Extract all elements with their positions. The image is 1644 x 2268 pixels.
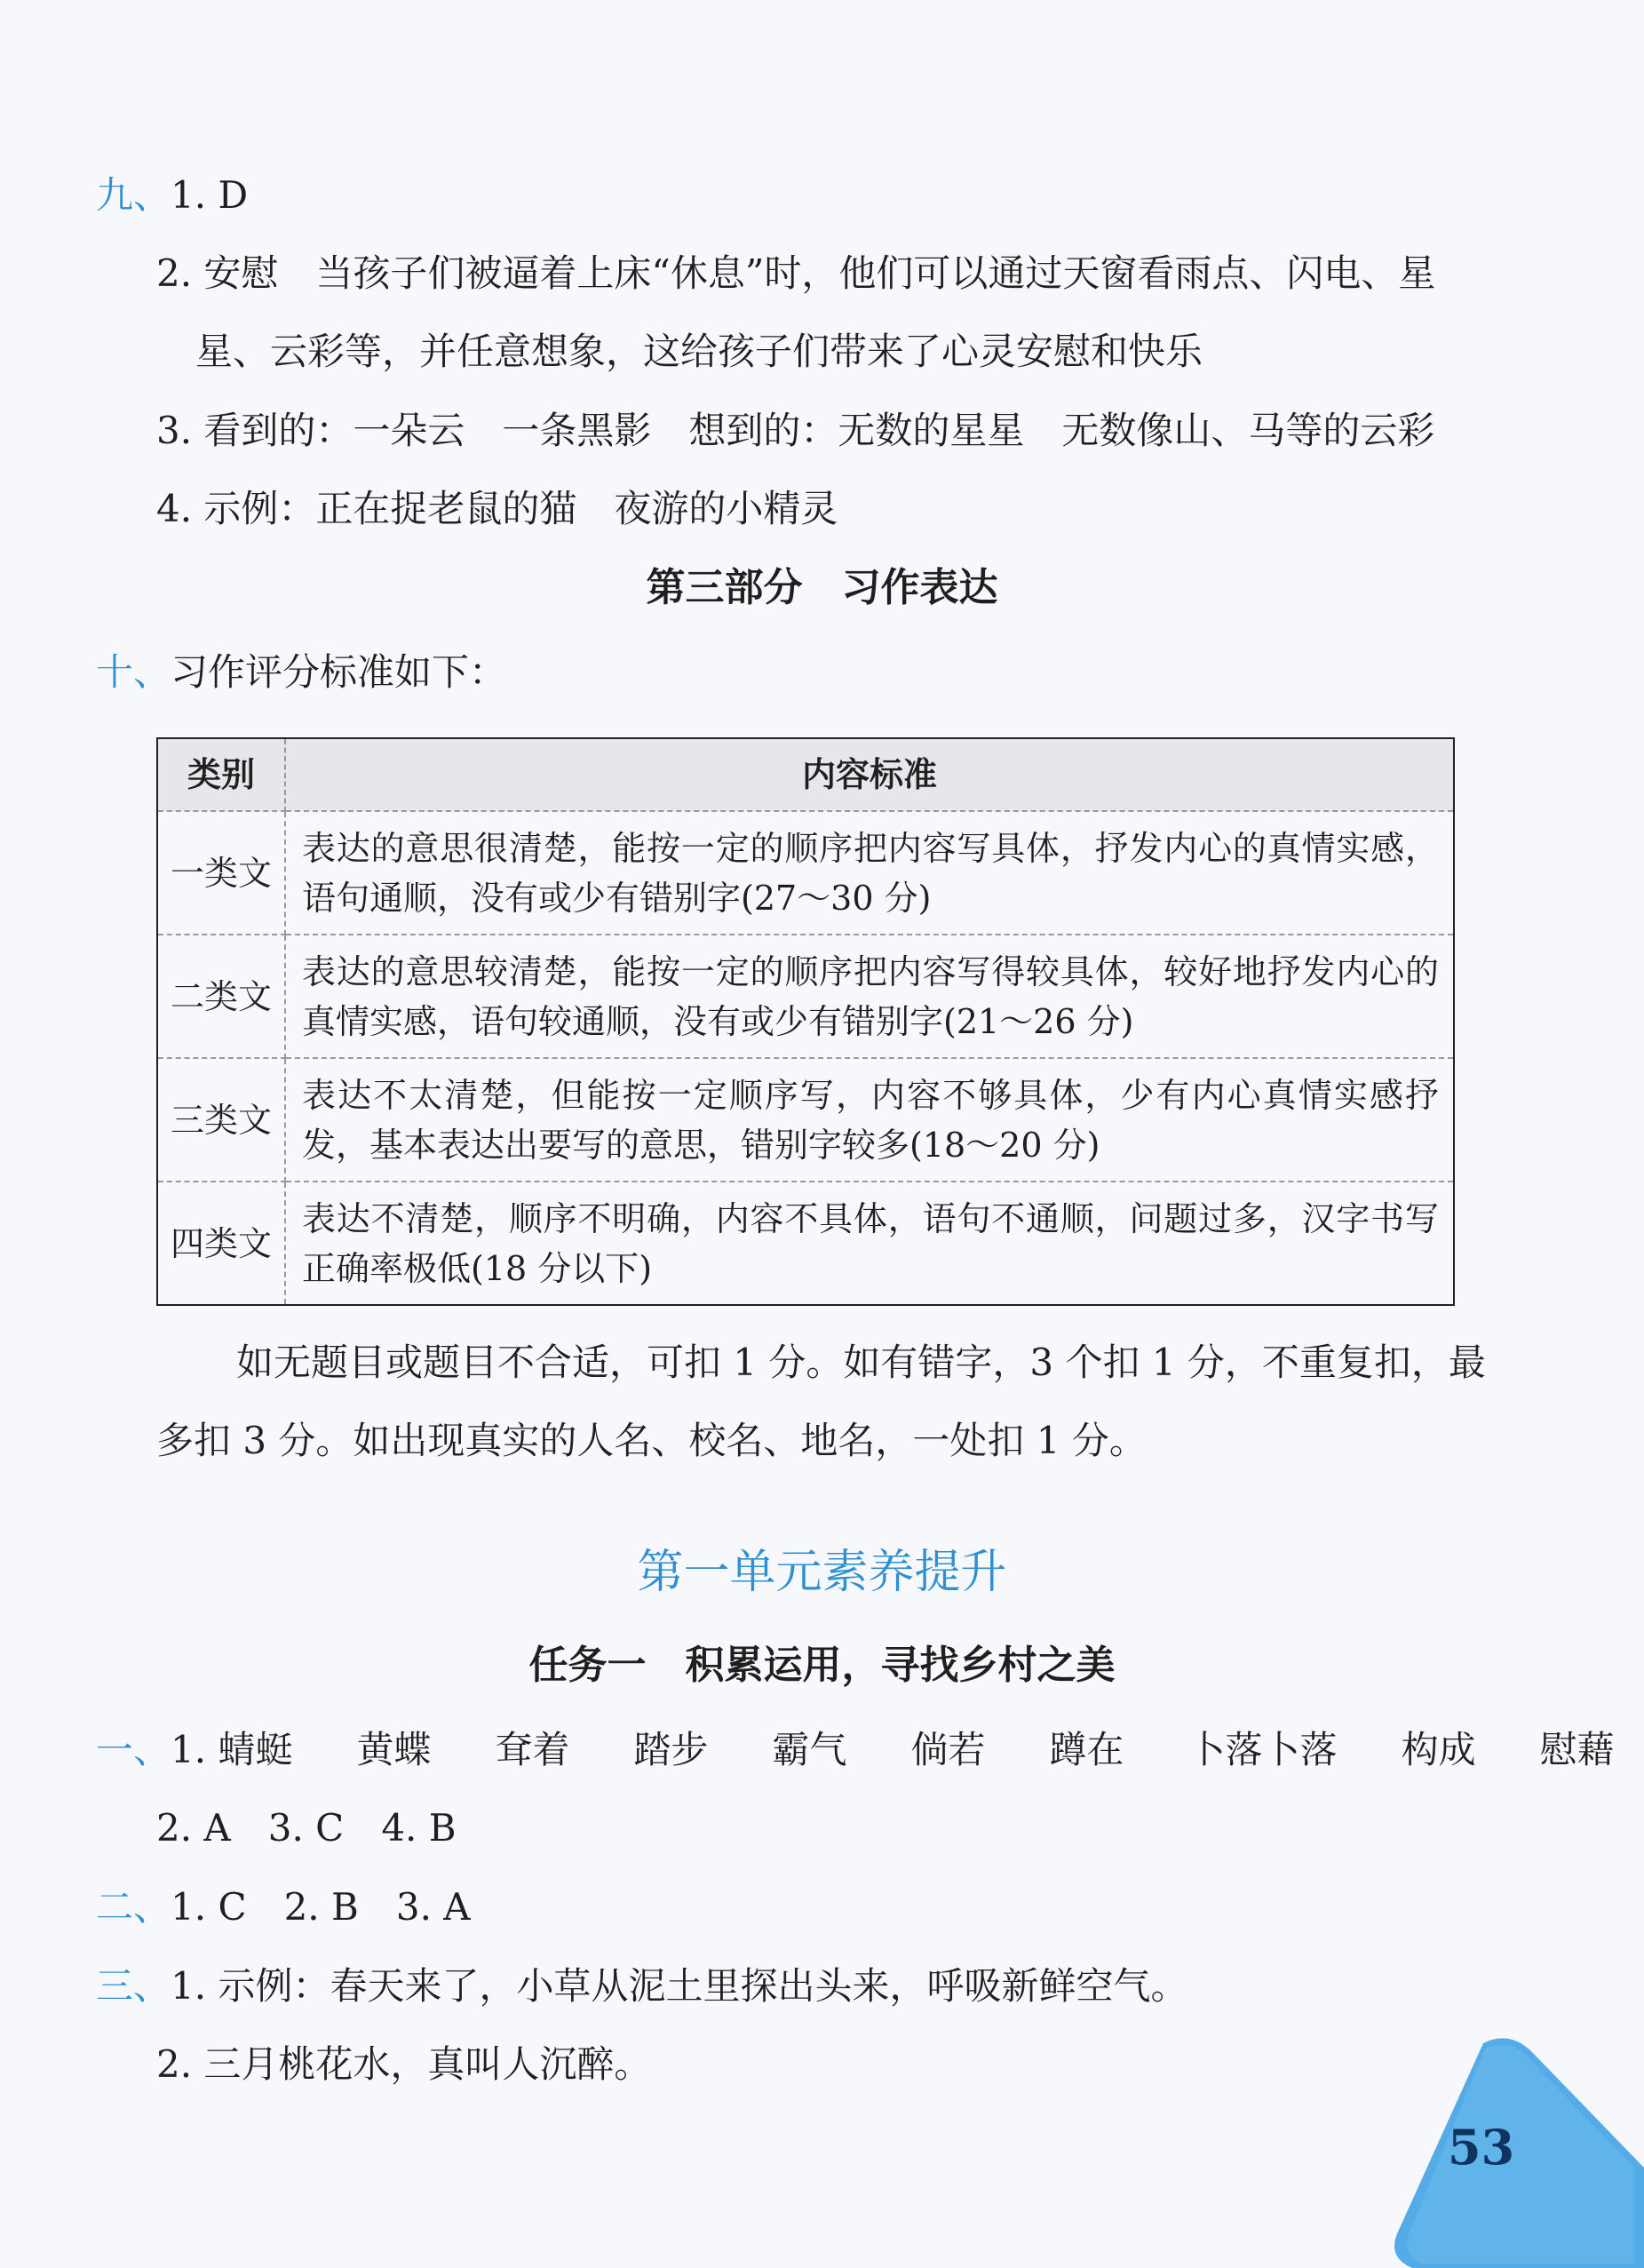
table-cell-category: 四类文 [158, 1182, 285, 1304]
table-cell-criteria: 表达的意思较清楚，能按一定的顺序把内容写得较具体，较好地抒发内心的真情实感，语句较通顺，没有或少有错别字(21～26 分) [285, 935, 1453, 1058]
s3-item-2: 2. 三月桃花水，真叫人沉醉。 [156, 2042, 652, 2086]
s2-marker: 二、 [96, 1885, 171, 1929]
q9-item-4: 4. 示例：正在捉老鼠的猫 夜游的小精灵 [156, 487, 838, 530]
s1-word: 踏步 [633, 1728, 709, 1771]
table-header-criteria: 内容标准 [285, 739, 1453, 811]
s1-word: 黄蝶 [356, 1728, 432, 1771]
unit-title: 第一单元素养提升 [637, 1546, 1007, 1599]
s3-marker: 三、 [96, 1964, 171, 2008]
table-cell-category: 二类文 [158, 935, 285, 1058]
q9-item-1-text: 1. D [171, 173, 249, 217]
s1-word: 蹲在 [1049, 1728, 1124, 1771]
s1-item-2: 2. A 3. C 4. B [156, 1806, 457, 1850]
s1-marker: 一、 [96, 1728, 171, 1771]
s3-item-1-text: 1. 示例：春天来了，小草从泥土里探出头来，呼吸新鲜空气。 [171, 1964, 1188, 2008]
table-cell-category: 一类文 [158, 811, 285, 935]
s1-word: 慰藉 [1539, 1728, 1615, 1771]
s1-word: 构成 [1401, 1728, 1476, 1771]
q9-item-2-line-a: 2. 安慰 当孩子们被逼着上床“休息”时，他们可以通过天窗看雨点、闪电、星 [156, 251, 1436, 295]
table-header-category: 类别 [158, 739, 285, 811]
q10-note-line-a: 如无题目或题目不合适，可扣 1 分。如有错字，3 个扣 1 分，不重复扣，最 [236, 1341, 1486, 1384]
part3-title: 第三部分 习作表达 [646, 565, 998, 610]
table-cell-criteria: 表达不清楚，顺序不明确，内容不具体，语句不通顺，问题过多，汉字书写正确率极低(18 分以下) [302, 1198, 1439, 1288]
s1-word: 卜落卜落 [1187, 1728, 1338, 1771]
s1-item-1-label: 1. [171, 1728, 207, 1771]
q9-item-2-line-b: 星、云彩等，并任意想象，这给孩子们带来了心灵安慰和快乐 [195, 330, 1203, 373]
s2-text: 1. C 2. B 3. A [171, 1885, 471, 1929]
table-cell-criteria: 表达不太清楚，但能按一定顺序写，内容不够具体，少有内心真情实感抒发，基本表达出要写的意思，错别字较多(18～20 分) [285, 1058, 1453, 1182]
task1-title: 任务一 积累运用，寻找乡村之美 [528, 1643, 1116, 1688]
s1-word: 耷着 [495, 1728, 570, 1771]
q10-marker: 十、 [96, 650, 171, 694]
table-cell-category: 三类文 [158, 1058, 285, 1182]
q9-item-3: 3. 看到的：一朵云 一条黑影 想到的：无数的星星 无数像山、马等的云彩 [156, 409, 1435, 452]
table-cell-criteria: 表达的意思很清楚，能按一定的顺序把内容写具体，抒发内心的真情实感，语句通顺，没有或少有错别字(27～30 分) [285, 811, 1453, 935]
page-number: 53 [1448, 2119, 1515, 2176]
s1-word: 倘若 [910, 1728, 986, 1771]
s1-word: 蜻蜓 [218, 1728, 293, 1771]
q10-note-line-b: 多扣 3 分。如出现真实的人名、校名、地名，一处扣 1 分。 [156, 1419, 1147, 1462]
q10-intro-text: 习作评分标准如下： [171, 650, 507, 694]
q9-marker: 九、 [96, 173, 171, 217]
s1-word: 霸气 [772, 1728, 847, 1771]
